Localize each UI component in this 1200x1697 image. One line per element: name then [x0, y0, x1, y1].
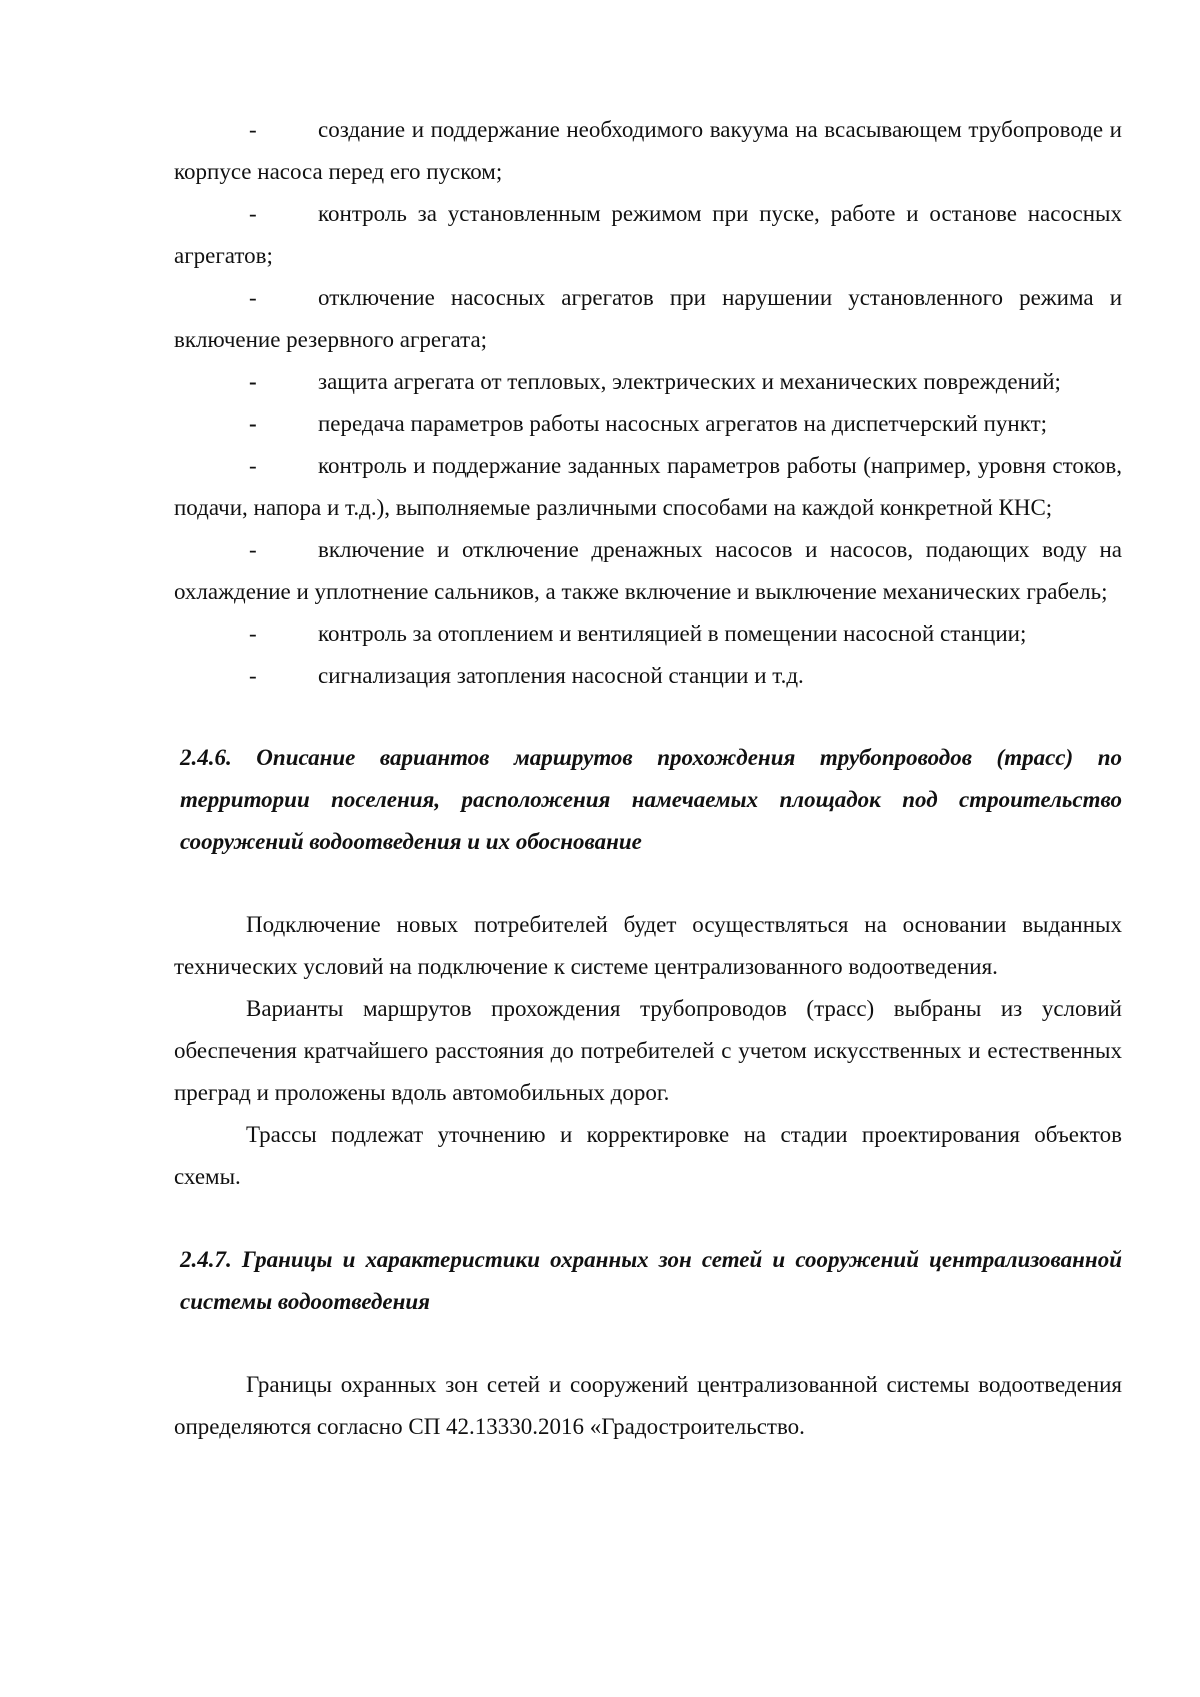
bullet-dash: - — [249, 453, 257, 478]
bullet-dash: - — [249, 201, 257, 226]
paragraph: Трассы подлежат уточнению и корректировке на стадии проектирования объектов схемы. — [174, 1122, 1122, 1189]
list-item — [174, 613, 1122, 655]
list-item — [174, 403, 1122, 445]
list-item — [174, 193, 1122, 277]
list-item-text: контроль за установленным режимом при пуске, работе и останове насосных агрегатов; — [174, 201, 1122, 268]
list-item — [174, 109, 1122, 193]
list-item — [174, 445, 1122, 529]
bullet-dash: - — [249, 663, 257, 688]
bullet-list — [174, 109, 1122, 697]
bullet-dash: - — [249, 621, 257, 646]
list-item-text: контроль за отоплением и вентиляцией в помещении насосной станции; — [318, 621, 1027, 646]
bullet-dash: - — [249, 285, 257, 310]
list-item-text: передача параметров работы насосных агрегатов на диспетчерский пункт; — [318, 411, 1048, 436]
list-item — [174, 655, 1122, 697]
list-item-text: включение и отключение дренажных насосов и насосов, подающих воду на охлаждение и уплотнение сальников, а также включение и выключение механических грабель; — [174, 537, 1122, 604]
list-item — [174, 361, 1122, 403]
bullet-dash: - — [249, 369, 257, 394]
list-item — [174, 529, 1122, 613]
section-heading-2-4-6: 2.4.6. Описание вариантов маршрутов прохождения трубопроводов (трасс) по территории поселения, расположения намечаемых площадок под строительство сооружений водоотведения и их обоснование — [180, 745, 1122, 854]
bullet-dash: - — [249, 117, 257, 142]
bullet-dash: - — [249, 537, 257, 562]
list-item-text: создание и поддержание необходимого вакуума на всасывающем трубопроводе и корпусе насоса перед его пуском; — [174, 117, 1122, 184]
paragraph: Подключение новых потребителей будет осуществляться на основании выданных технических условий на подключение к системе централизованного водоотведения. — [174, 912, 1122, 979]
section-heading-2-4-7: 2.4.7. Границы и характеристики охранных зон сетей и сооружений централизованной системы водоотведения — [180, 1247, 1122, 1314]
list-item — [174, 277, 1122, 361]
paragraph: Варианты маршрутов прохождения трубопроводов (трасс) выбраны из условий обеспечения кратчайшего расстояния до потребителей с учетом искусственных и естественных преград и проложены вдоль автомобильных дорог. — [174, 996, 1122, 1105]
list-item-text: защита агрегата от тепловых, электрических и механических повреждений; — [318, 369, 1061, 394]
list-item-text: сигнализация затопления насосной станции и т.д. — [318, 663, 804, 688]
list-item-text: отключение насосных агрегатов при нарушении установленного режима и включение резервного агрегата; — [174, 285, 1122, 352]
list-item-text: контроль и поддержание заданных параметров работы (например, уровня стоков, подачи, напора и т.д.), выполняемые различными способами на каждой конкретной КНС; — [174, 453, 1122, 520]
paragraph: Границы охранных зон сетей и сооружений централизованной системы водоотведения определяются согласно СП 42.13330.2016 «Градостроительство. — [174, 1372, 1122, 1439]
bullet-dash: - — [249, 411, 257, 436]
page-content — [174, 109, 1122, 1448]
